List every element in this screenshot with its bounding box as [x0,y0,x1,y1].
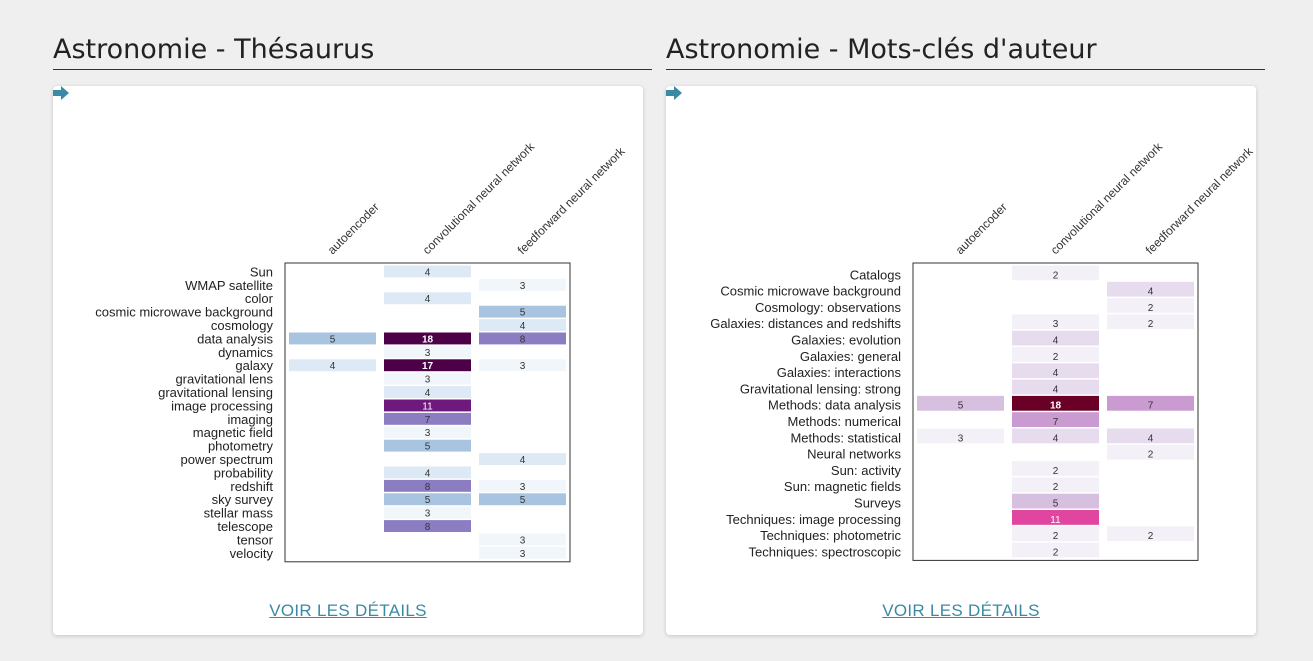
row-label: Techniques: spectroscopic [748,544,901,560]
cell-value: 8 [519,334,526,346]
row-label: dynamics [218,344,273,360]
row-label: color [244,291,273,307]
arrow-right-icon[interactable] [666,86,682,100]
column-label: autoencoder [324,200,382,258]
cell-value: 2 [1052,465,1059,477]
cell-value: 3 [519,481,526,493]
cell-value: 4 [424,267,431,279]
cell-value: 5 [424,441,431,453]
row-label: Methods: numerical [787,414,901,429]
row-label: cosmology [210,318,273,333]
cell-value: 3 [519,361,526,373]
cell-value: 4 [519,321,526,332]
cell-value: 5 [424,495,431,507]
cell-value: 5 [1052,498,1059,510]
cell-value: 4 [1147,433,1154,445]
cell-value: 2 [1052,351,1059,363]
row-label: WMAP satellite [185,277,273,293]
row-label: imaging [227,411,273,427]
row-label: image processing [171,398,273,414]
cell-value: 2 [1147,302,1154,314]
row-label: velocity [229,545,273,561]
row-label: Methods: statistical [790,430,901,446]
cell-value: 2 [1147,531,1154,543]
cell-value: 11 [422,401,433,413]
cell-value: 5 [329,334,336,346]
details-link[interactable]: VOIR LES DÉTAILS [882,601,1040,620]
row-label: Techniques: image processing [726,511,901,527]
row-label: stellar mass [203,505,273,521]
cell-value: 18 [421,334,434,346]
cell-value: 7 [1052,417,1059,428]
cell-value: 18 [1049,400,1062,412]
cell-value: 5 [519,307,526,319]
cell-value: 4 [1147,286,1154,298]
row-label: gravitational lens [175,371,273,387]
row-label: Surveys [854,495,901,511]
cell-value: 4 [329,361,336,373]
cell-value: 3 [519,280,526,292]
cell-value: 4 [424,468,431,480]
row-label: Catalogs [849,267,901,283]
cell-value: 2 [1052,270,1059,282]
row-label: Sun: activity [830,462,901,478]
cell-value: 4 [424,294,431,306]
column-label: convolutional neural network [1047,139,1166,258]
row-label: Cosmic microwave background [720,283,901,299]
cell-value: 3 [424,347,431,359]
cell-value: 3 [957,433,964,445]
cell-value: 4 [519,455,526,466]
column-label: feedforward neural network [1142,144,1256,258]
cell-value: 3 [1052,319,1059,331]
cell-value: 4 [1052,335,1059,347]
row-label: Galaxies: interactions [776,365,901,381]
heatmap-card-author-keywords [666,86,1256,635]
row-label: Sun [249,264,273,280]
cell-value: 17 [421,361,434,373]
cell-value: 3 [424,428,431,440]
cell-value: 8 [424,522,431,533]
cell-value: 4 [1052,433,1059,445]
cell-value: 2 [1147,319,1154,331]
row-label: telescope [217,519,273,534]
row-label: Techniques: photometric [760,528,901,544]
heatmap-card-thesaurus [53,86,643,635]
cell-value: 2 [1052,531,1059,543]
row-label: probability [213,465,273,481]
cell-value: 5 [957,400,964,412]
row-label: Neural networks [807,446,901,462]
heatmap-thesaurus [53,86,643,596]
row-label: Galaxies: general [799,348,901,364]
cell-value: 2 [1147,449,1154,461]
cell-value: 2 [1052,482,1059,494]
cell-value: 3 [519,535,526,547]
cell-value: 8 [424,481,431,493]
column-label: feedforward neural network [514,144,628,258]
row-label: tensor [236,532,273,548]
row-label: redshift [230,478,273,494]
cell-value: 4 [424,388,431,399]
row-label: Cosmology: observations [755,299,901,315]
row-label: sky survey [211,492,273,508]
panel-title-thesaurus: Astronomie - Thésaurus [53,34,652,70]
row-label: photometry [207,438,273,454]
cell-value: 2 [1052,547,1059,559]
cell-value: 7 [424,414,431,426]
row-label: data analysis [197,331,273,347]
details-link[interactable]: VOIR LES DÉTAILS [269,601,427,620]
row-label: magnetic field [192,425,273,441]
cell-value: 11 [1050,514,1061,526]
cell-value: 3 [424,374,431,386]
row-label: Methods: data analysis [768,397,901,413]
cell-value: 3 [519,548,526,560]
cell-value: 4 [1052,368,1059,380]
cell-value: 7 [1147,400,1154,412]
cell-value: 5 [519,495,526,507]
row-label: Sun: magnetic fields [783,479,901,495]
row-label: cosmic microwave background [95,304,273,320]
arrow-right-icon[interactable] [53,86,69,100]
row-label: Gravitational lensing: strong [739,381,901,397]
row-label: Galaxies: evolution [791,332,901,348]
cell-value: 3 [424,508,431,520]
row-label: galaxy [235,358,273,374]
column-label: autoencoder [952,200,1010,258]
row-label: power spectrum [180,452,273,467]
column-label: convolutional neural network [419,139,538,258]
row-label: gravitational lensing [158,385,273,400]
cell-value: 4 [1052,384,1059,396]
heatmap-author-keywords [666,86,1256,596]
row-label: Galaxies: distances and redshifts [710,316,901,332]
panel-title-author-keywords: Astronomie - Mots-clés d'auteur [666,34,1265,70]
